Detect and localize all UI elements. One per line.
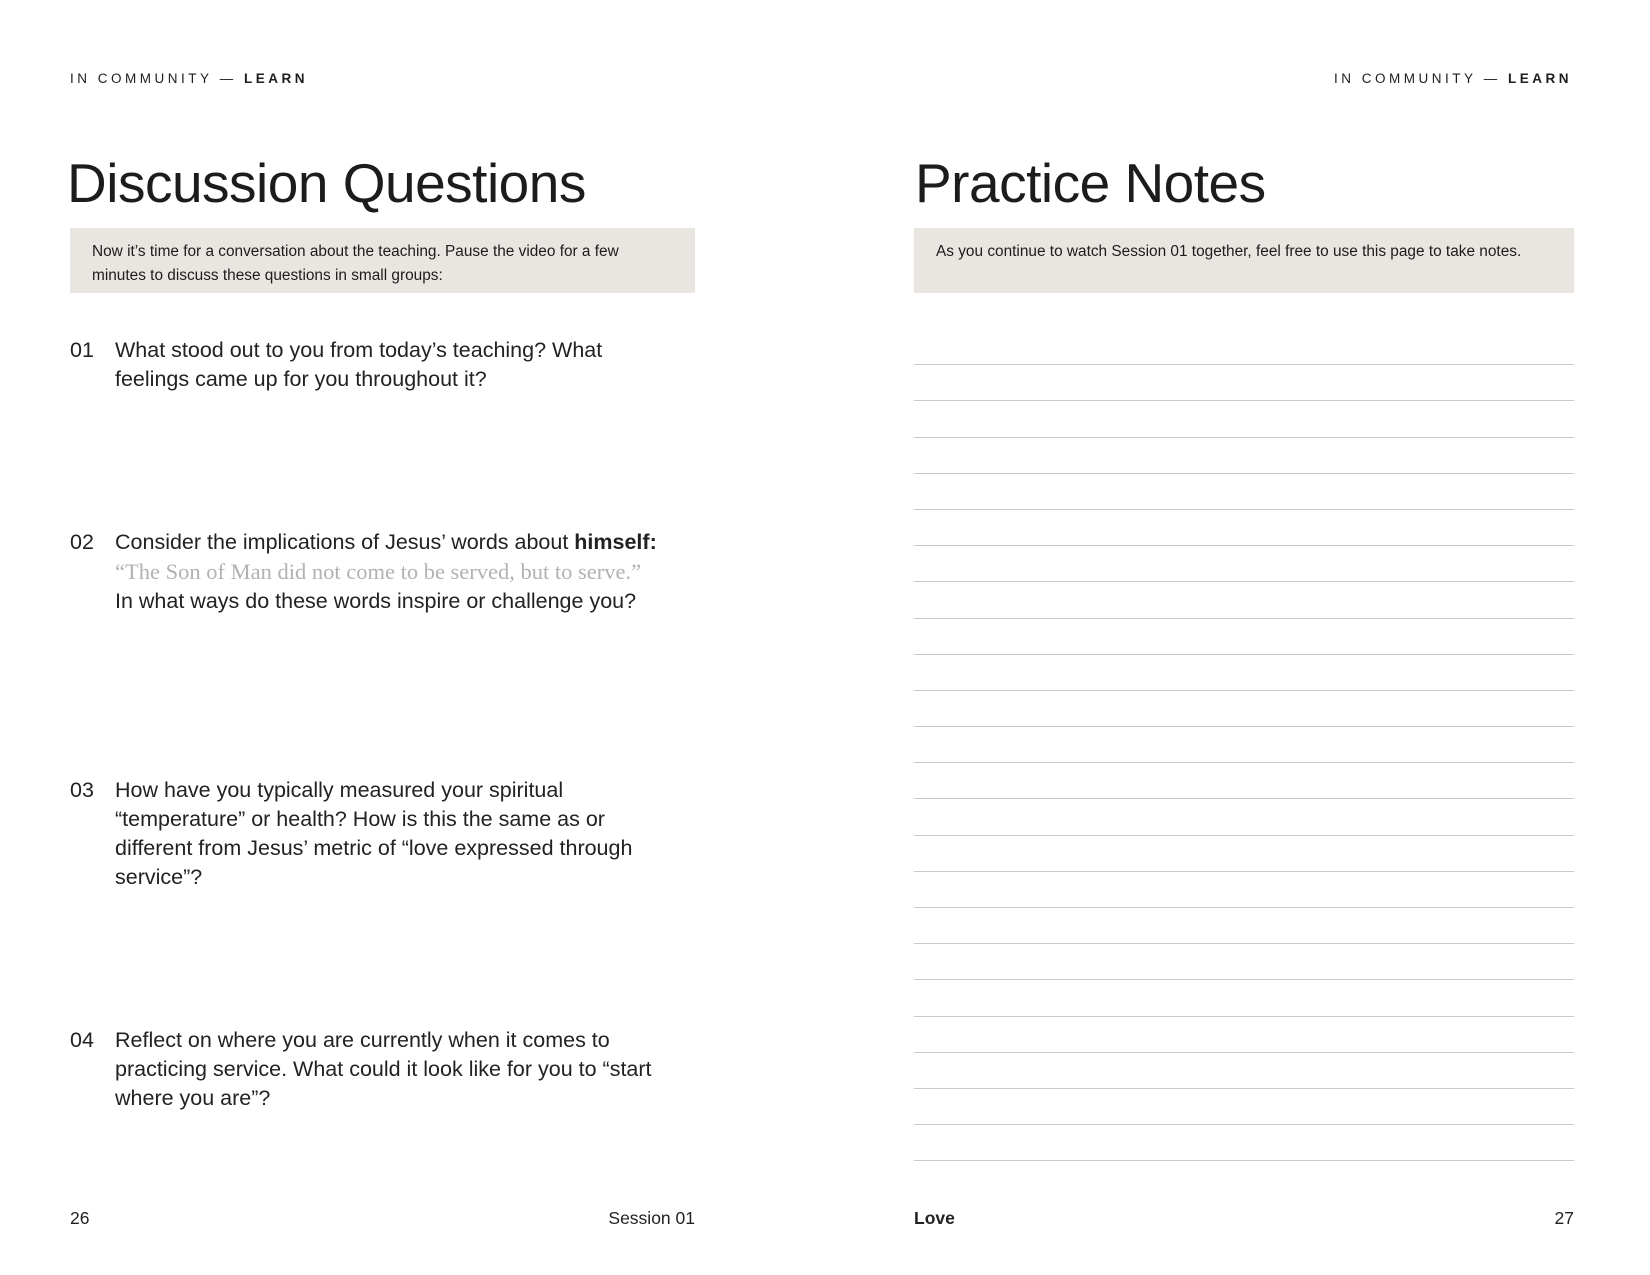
question-text xyxy=(115,528,663,616)
question-item xyxy=(70,776,663,892)
question-segment-quote: “The Son of Man did not come to be served, but to serve.” xyxy=(115,559,642,584)
eyebrow-separator: — xyxy=(1483,71,1501,86)
page-number: 26 xyxy=(70,1208,90,1228)
question-number: 01 xyxy=(70,338,94,362)
note-line xyxy=(914,438,1574,474)
question-segment-bold: himself: xyxy=(574,530,657,554)
instruction-box: Now it’s time for a conversation about the teaching. Pause the video for a few minutes to discuss these questions in small groups: xyxy=(70,228,695,293)
eyebrow-subsection-label: LEARN xyxy=(244,71,309,86)
note-line xyxy=(914,1017,1574,1053)
note-line xyxy=(914,980,1574,1016)
note-line xyxy=(914,582,1574,618)
note-line xyxy=(914,908,1574,944)
note-line xyxy=(914,1089,1574,1125)
section-eyebrow xyxy=(1334,71,1572,86)
question-text xyxy=(115,776,663,892)
eyebrow-subsection-label: LEARN xyxy=(1508,71,1572,86)
question-number: 04 xyxy=(70,1028,94,1052)
note-line xyxy=(914,691,1574,727)
eyebrow-separator: — xyxy=(219,71,237,86)
note-line xyxy=(914,799,1574,835)
question-segment-normal: Reflect on where you are currently when it comes to practicing service. What could it look like for you to “start where you are”? xyxy=(115,1028,652,1110)
note-line xyxy=(914,1125,1574,1161)
question-segment-normal: In what ways do these words inspire or challenge you? xyxy=(115,589,637,613)
instruction-box: As you continue to watch Session 01 together, feel free to use this page to take notes. xyxy=(914,228,1574,293)
book-title: Love xyxy=(914,1208,955,1228)
section-eyebrow xyxy=(70,71,308,86)
page-title: Practice Notes xyxy=(915,151,1266,214)
note-line xyxy=(914,510,1574,546)
question-item xyxy=(70,336,663,394)
note-line xyxy=(914,836,1574,872)
note-line xyxy=(914,329,1574,365)
question-text xyxy=(115,336,663,394)
note-line xyxy=(914,655,1574,691)
question-item xyxy=(70,1026,663,1113)
page-footer xyxy=(70,1208,695,1229)
notes-area xyxy=(914,329,1574,1161)
note-line xyxy=(914,401,1574,437)
note-line xyxy=(914,474,1574,510)
note-line xyxy=(914,1053,1574,1089)
question-segment-normal: Consider the implications of Jesus’ words about xyxy=(115,530,575,554)
eyebrow-section-label: IN COMMUNITY xyxy=(1333,71,1477,86)
eyebrow-section-label: IN COMMUNITY xyxy=(70,71,213,86)
note-line xyxy=(914,944,1574,980)
page-number: 27 xyxy=(1554,1208,1574,1228)
question-number: 02 xyxy=(70,530,94,554)
note-line xyxy=(914,763,1574,799)
note-line xyxy=(914,546,1574,582)
note-line xyxy=(914,727,1574,763)
session-label: Session 01 xyxy=(608,1208,695,1228)
question-segment-normal: What stood out to you from today’s teaching? What feelings came up for you throughout it? xyxy=(115,338,603,391)
note-line xyxy=(914,619,1574,655)
question-item xyxy=(70,528,663,616)
question-number: 03 xyxy=(70,778,94,802)
page-footer xyxy=(914,1208,1574,1229)
question-segment-normal: How have you typically measured your spiritual “temperature” or health? How is this the same as or different from Jesus’ metric of “love expressed through service”? xyxy=(115,778,633,889)
question-text xyxy=(115,1026,663,1113)
note-line xyxy=(914,872,1574,908)
page-title: Discussion Questions xyxy=(67,151,586,214)
note-line xyxy=(914,365,1574,401)
